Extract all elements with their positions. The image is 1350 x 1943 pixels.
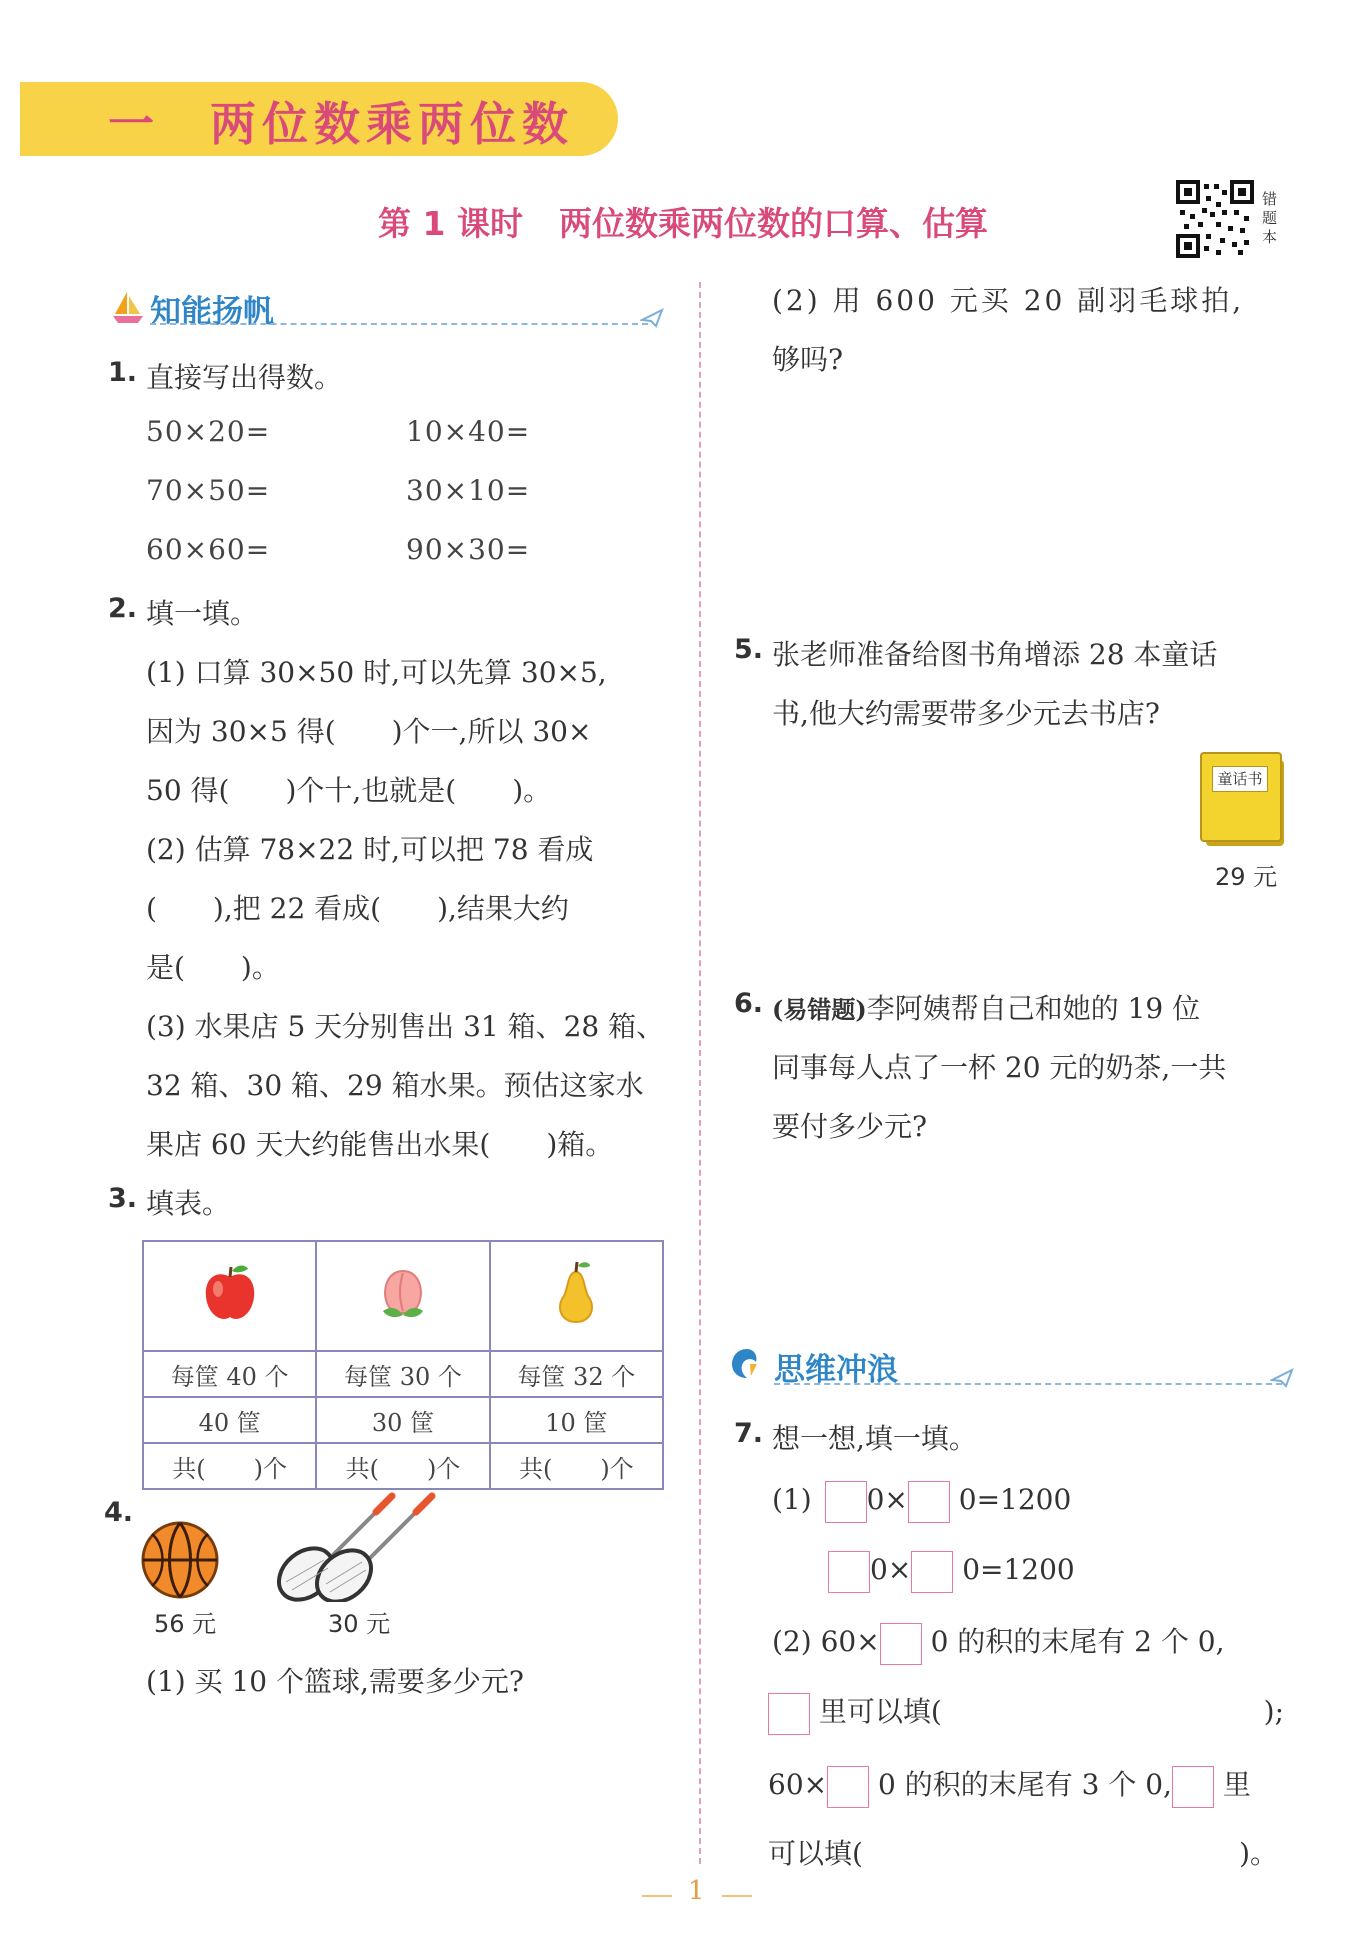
q2-p3-line2: 32 箱、30 箱、29 箱水果。预估这家水 bbox=[146, 1069, 644, 1102]
digit-box-1[interactable] bbox=[825, 1481, 867, 1523]
paper-plane-icon-2 bbox=[1270, 1368, 1294, 1388]
q7-p2-d-end: )。 bbox=[1239, 1837, 1278, 1870]
q2-p2-line2: ( ),把 22 看成( ),结果大约 bbox=[146, 892, 569, 925]
q4-p2-line1: (2) 用 600 元买 20 副羽毛球拍, bbox=[772, 284, 1245, 317]
q7-p2-c3: 里 bbox=[1222, 1768, 1251, 1801]
q6-line3: 要付多少元? bbox=[772, 1110, 928, 1143]
q7-p1-row1 bbox=[772, 1478, 1071, 1523]
digit-box-4[interactable] bbox=[911, 1551, 953, 1593]
pear-baskets: 10 筐 bbox=[490, 1397, 663, 1443]
q1-calc-3: 70×50= bbox=[146, 474, 271, 507]
digit-box-6[interactable] bbox=[768, 1693, 810, 1735]
book-price: 29 元 bbox=[1215, 863, 1278, 891]
peach-total[interactable]: 共( )个 bbox=[316, 1443, 489, 1489]
q2-p3-line3: 果店 60 天大约能售出水果( )箱。 bbox=[146, 1128, 614, 1161]
q2-p1-line3: 50 得( )个十,也就是( )。 bbox=[146, 774, 552, 807]
q7-p2-row2 bbox=[768, 1690, 1284, 1735]
digit-box-7[interactable] bbox=[827, 1766, 869, 1808]
q2-p3-line1: (3) 水果店 5 天分别售出 31 箱、28 箱、 bbox=[146, 1010, 665, 1043]
q1-calc-6: 90×30= bbox=[406, 533, 531, 566]
q7-p2-label: (2) 60× bbox=[772, 1625, 880, 1658]
q7-p1-label: (1) bbox=[772, 1483, 812, 1516]
apple-per-basket: 每筐 40 个 bbox=[143, 1351, 316, 1397]
q7-p2-a: 0 的积的末尾有 2 个 0, bbox=[930, 1625, 1225, 1658]
q2-title: 填一填。 bbox=[146, 597, 259, 630]
pear-icon bbox=[546, 1258, 606, 1328]
q1-calc-4: 30×10= bbox=[406, 474, 531, 507]
pear-total[interactable]: 共( )个 bbox=[490, 1443, 663, 1489]
basketball-icon bbox=[140, 1520, 220, 1600]
q7-p2-c2: 0 的积的末尾有 3 个 0, bbox=[878, 1768, 1172, 1801]
column-divider bbox=[699, 282, 701, 1864]
section-underline bbox=[150, 323, 648, 325]
section-title-siwei: 思维冲浪 bbox=[774, 1352, 898, 1388]
peach-per-basket: 每筐 30 个 bbox=[316, 1351, 489, 1397]
q7-p2-c1: 60× bbox=[768, 1768, 828, 1801]
peach-icon bbox=[373, 1261, 433, 1325]
page-number: 1 bbox=[688, 1876, 705, 1906]
fruit-table bbox=[142, 1240, 664, 1490]
peach-cell bbox=[316, 1241, 489, 1351]
q6-number: 6. bbox=[734, 988, 764, 1019]
section-underline-2 bbox=[774, 1383, 1282, 1385]
q3-number: 3. bbox=[108, 1183, 138, 1214]
q2-p2-line1: (2) 估算 78×22 时,可以把 78 看成 bbox=[146, 833, 594, 866]
unit-number: 一 bbox=[108, 97, 154, 151]
digit-box-3[interactable] bbox=[828, 1551, 870, 1593]
q4-p1: (1) 买 10 个篮球,需要多少元? bbox=[146, 1665, 524, 1698]
qr-code-icon[interactable] bbox=[1176, 180, 1254, 258]
pear-cell bbox=[490, 1241, 663, 1351]
q7-p2-row3 bbox=[768, 1763, 1251, 1808]
sailboat-icon bbox=[112, 290, 144, 324]
wave-icon bbox=[730, 1346, 764, 1380]
digit-box-2[interactable] bbox=[908, 1481, 950, 1523]
q6-line1 bbox=[772, 987, 1200, 1027]
q7-p2-row1 bbox=[772, 1620, 1225, 1665]
q2-p2-line3: 是( )。 bbox=[146, 951, 280, 984]
digit-box-5[interactable] bbox=[880, 1623, 922, 1665]
q2-p1-line2: 因为 30×5 得( )个一,所以 30× bbox=[146, 715, 592, 748]
q5-line2: 书,他大约需要带多少元去书店? bbox=[772, 697, 1160, 730]
q1-number: 1. bbox=[108, 357, 138, 388]
peach-baskets: 30 筐 bbox=[316, 1397, 489, 1443]
q7-p2-d: 可以填( bbox=[768, 1837, 863, 1870]
q7-p1-mid-2: 0× bbox=[870, 1553, 912, 1586]
apple-baskets: 40 筐 bbox=[143, 1397, 316, 1443]
lesson-name: 两位数乘两位数的口算、估算 bbox=[558, 204, 988, 243]
q4-p2-line2: 够吗? bbox=[772, 343, 844, 376]
q4-number: 4. bbox=[104, 1497, 134, 1528]
q5-line1: 张老师准备给图书角增添 28 本童话 bbox=[772, 638, 1218, 671]
q7-number: 7. bbox=[734, 1418, 764, 1449]
q6-line1-text: 李阿姨帮自己和她的 19 位 bbox=[866, 992, 1201, 1025]
paper-plane-icon bbox=[640, 308, 664, 328]
lesson-label: 第 1 课时 bbox=[378, 204, 523, 243]
pear-per-basket: 每筐 32 个 bbox=[490, 1351, 663, 1397]
q2-number: 2. bbox=[108, 593, 138, 624]
q7-p1-end-2: 0=1200 bbox=[962, 1553, 1075, 1586]
q7-title: 想一想,填一填。 bbox=[772, 1422, 977, 1455]
q1-calc-1: 50×20= bbox=[146, 415, 271, 448]
q2-p1-line1: (1) 口算 30×50 时,可以先算 30×5, bbox=[146, 656, 607, 689]
q7-p1-mid: 0× bbox=[866, 1483, 908, 1516]
q1-calc-5: 60×60= bbox=[146, 533, 271, 566]
section-title-zhineng: 知能扬帆 bbox=[150, 294, 274, 330]
q6-tag: (易错题) bbox=[772, 995, 867, 1024]
unit-title: 两位数乘两位数 bbox=[210, 97, 574, 151]
q1-title: 直接写出得数。 bbox=[146, 361, 343, 394]
apple-cell bbox=[143, 1241, 316, 1351]
q1-calc-2: 10×40= bbox=[406, 415, 531, 448]
q5-number: 5. bbox=[734, 634, 764, 665]
storybook bbox=[1200, 752, 1286, 848]
apple-total[interactable]: 共( )个 bbox=[143, 1443, 316, 1489]
q6-line2: 同事每人点了一杯 20 元的奶茶,一共 bbox=[772, 1051, 1227, 1084]
q7-p2-b-end: ); bbox=[1263, 1695, 1284, 1728]
digit-box-8[interactable] bbox=[1172, 1766, 1214, 1808]
q7-p2-row4 bbox=[768, 1832, 1278, 1876]
page-dash-left bbox=[642, 1895, 672, 1897]
q7-p2-b: 里可以填( bbox=[818, 1695, 942, 1728]
racket-price: 30 元 bbox=[328, 1610, 391, 1638]
q7-p1-end: 0=1200 bbox=[958, 1483, 1072, 1516]
q7-p1-row2 bbox=[828, 1548, 1075, 1593]
apple-icon bbox=[200, 1261, 260, 1325]
lesson-title bbox=[378, 198, 988, 245]
q3-title: 填表。 bbox=[146, 1187, 231, 1220]
badminton-rackets-icon bbox=[270, 1490, 450, 1602]
qr-label: 错题本 bbox=[1262, 190, 1278, 246]
basketball-price: 56 元 bbox=[154, 1610, 217, 1638]
book-label: 童话书 bbox=[1212, 766, 1268, 792]
page-dash-right bbox=[722, 1895, 752, 1897]
